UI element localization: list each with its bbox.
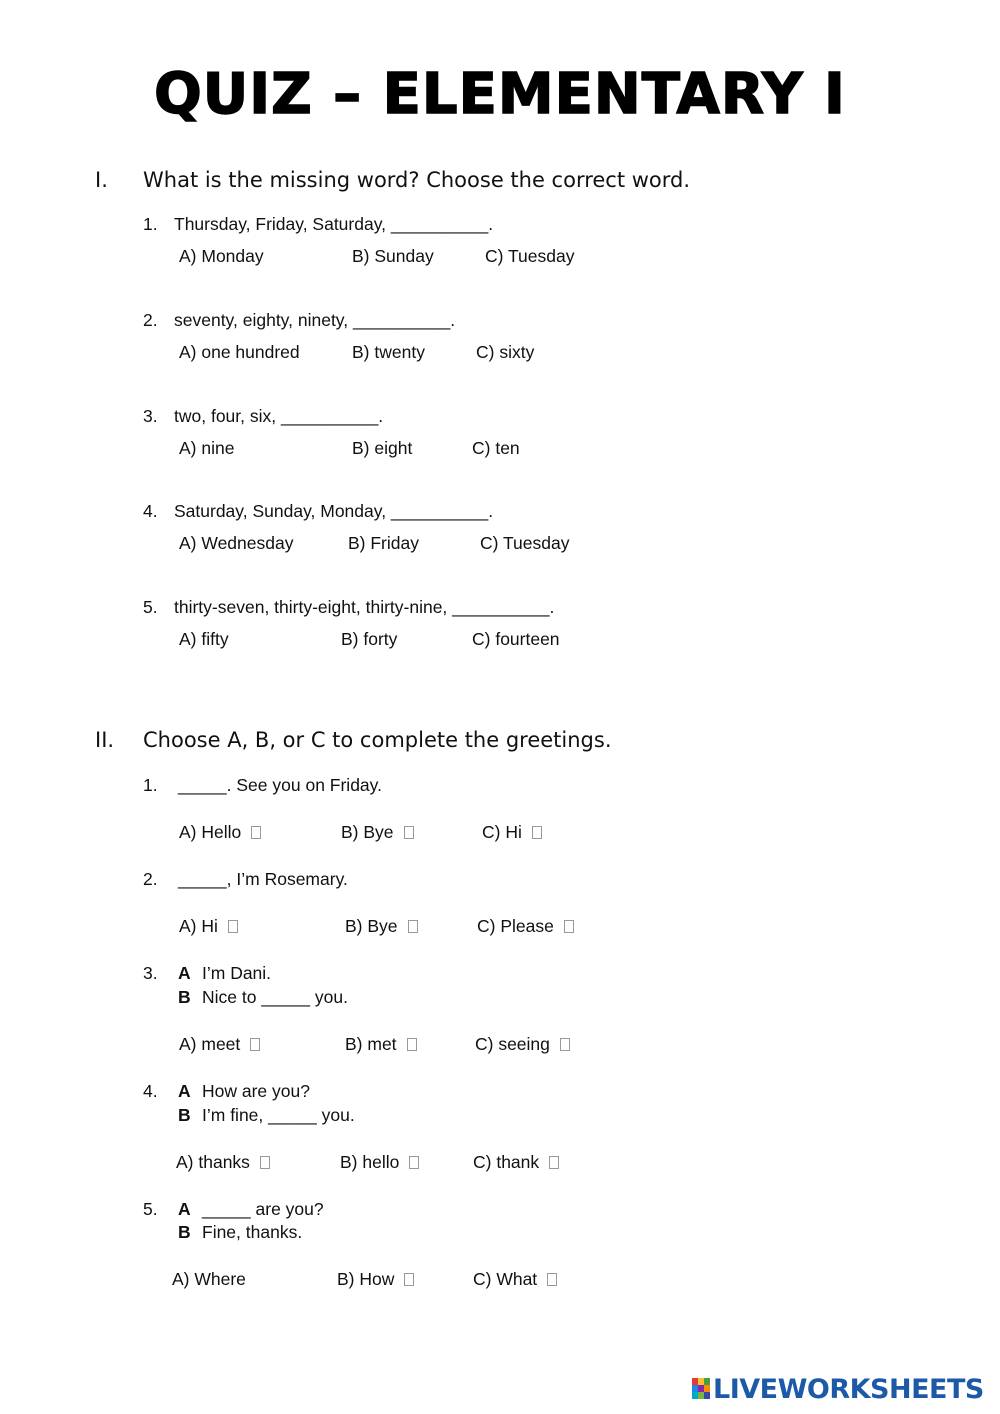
checkbox[interactable] [564,920,574,933]
question-text: _____. See you on Friday. [178,775,382,795]
option-a[interactable]: A) thanks [176,1152,270,1173]
option-c[interactable]: C) seeing [475,1034,570,1055]
speaker-a: A [178,1199,191,1219]
option-a[interactable]: A) Where [172,1269,246,1289]
option-b[interactable]: B) Friday [348,533,419,553]
option-b[interactable]: B) hello [340,1152,419,1173]
checkbox[interactable] [407,1038,417,1051]
checkbox[interactable] [409,1156,419,1169]
speaker-b: B [178,1105,191,1125]
question-text: seventy, eighty, ninety, __________. [174,310,456,330]
option-c[interactable]: C) Hi [482,822,542,843]
question-text: _____, I’m Rosemary. [178,869,348,889]
section-2-number: II. [95,728,115,752]
option-b[interactable]: B) How [337,1269,414,1290]
dialogue-line-a: A I’m Dani. [178,963,272,983]
option-a[interactable]: A) Hello [179,822,261,843]
dialogue-line-a: A _____ are you? [178,1199,324,1219]
section-1-title: What is the missing word? Choose the correct word. [143,168,691,192]
option-a[interactable]: A) fifty [179,629,229,649]
section-2-heading [95,728,612,752]
dialogue-line-b: B I’m fine, _____ you. [178,1105,355,1125]
option-b[interactable]: B) met [345,1034,417,1055]
option-b[interactable]: B) Sunday [352,246,434,266]
section-2-title: Choose A, B, or C to complete the greetings. [143,728,612,752]
speaker-b: B [178,1222,191,1242]
checkbox[interactable] [251,826,261,839]
checkbox[interactable] [250,1038,260,1051]
page-title: QUIZ – ELEMENTARY I [154,62,846,127]
checkbox[interactable] [560,1038,570,1051]
option-b[interactable]: B) Bye [345,916,418,937]
section-1-heading [95,168,690,192]
checkbox[interactable] [404,1273,414,1286]
checkbox[interactable] [532,826,542,839]
option-c[interactable]: C) ten [472,438,520,458]
liveworksheets-logo [692,1374,984,1404]
dialogue-line-b: B Fine, thanks. [178,1222,303,1242]
option-a[interactable]: A) one hundred [179,342,300,362]
speaker-a: A [178,963,191,983]
option-a[interactable]: A) Hi [179,916,238,937]
option-c[interactable]: C) thank [473,1152,559,1173]
checkbox[interactable] [260,1156,270,1169]
checkbox[interactable] [547,1273,557,1286]
logo-text: LIVEWORKSHEETS [713,1373,984,1405]
option-b[interactable]: B) twenty [352,342,425,362]
logo-grid-icon [692,1378,710,1400]
checkbox[interactable] [408,920,418,933]
question-text: thirty-seven, thirty-eight, thirty-nine, __________. [174,597,555,617]
option-a[interactable]: A) Wednesday [179,533,294,553]
option-a[interactable]: A) meet [179,1034,260,1055]
option-c[interactable]: C) sixty [476,342,535,362]
checkbox[interactable] [228,920,238,933]
option-c[interactable]: C) What [473,1269,557,1290]
speaker-b: B [178,987,191,1007]
option-a[interactable]: A) Monday [179,246,264,266]
option-c[interactable]: C) Tuesday [480,533,570,553]
checkbox[interactable] [404,826,414,839]
dialogue-line-b: B Nice to _____ you. [178,987,348,1007]
option-a[interactable]: A) nine [179,438,235,458]
option-c[interactable]: C) fourteen [472,629,560,649]
speaker-a: A [178,1081,191,1101]
option-c[interactable]: C) Please [477,916,574,937]
option-b[interactable]: B) forty [341,629,398,649]
dialogue-line-a: A How are you? [178,1081,310,1101]
question-text: Thursday, Friday, Saturday, __________. [174,214,494,234]
option-b[interactable]: B) Bye [341,822,414,843]
checkbox[interactable] [549,1156,559,1169]
option-b[interactable]: B) eight [352,438,413,458]
option-c[interactable]: C) Tuesday [485,246,575,266]
question-text: two, four, six, __________. [174,406,384,426]
question-text: Saturday, Sunday, Monday, __________. [174,501,494,521]
section-1-number: I. [95,168,108,192]
